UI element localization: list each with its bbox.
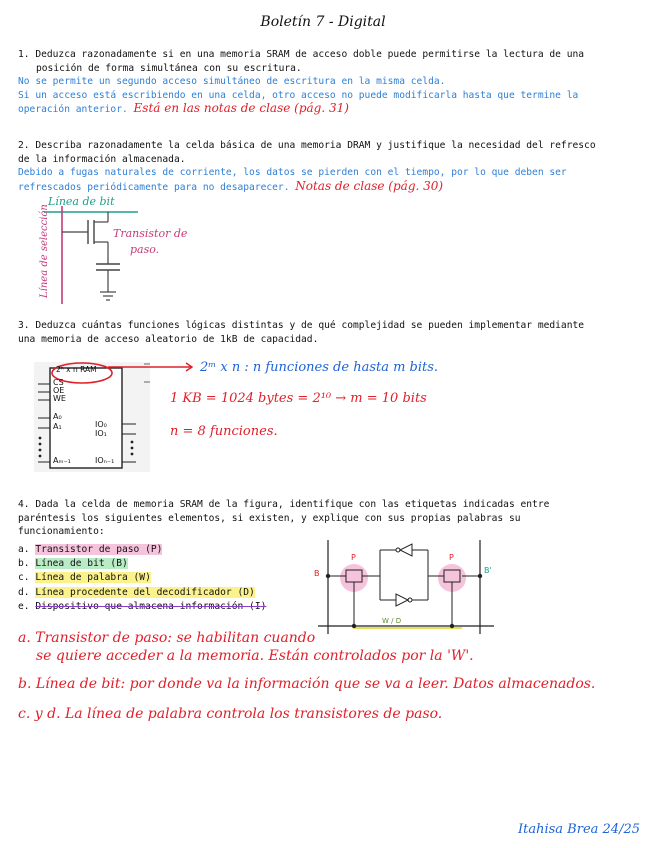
list-item: b. Línea de bit (B) (18, 558, 128, 570)
pin-a1: A₁ (53, 422, 62, 431)
pin-cs: CS (53, 378, 64, 387)
list-item: c. Línea de palabra (W) (18, 572, 151, 584)
page-title: Boletín 7 - Digital (260, 14, 386, 30)
list-item: a. Transistor de paso (P) (18, 544, 163, 555)
pin-a0: A₀ (53, 412, 62, 421)
q4-answer-a-line1: a. Transistor de paso: se habilitan cuando (18, 630, 316, 646)
sram-wd-label: W / D (382, 617, 402, 625)
q4-text-line3: funcionamiento: (18, 526, 105, 537)
pin-we: WE (53, 394, 66, 403)
sram-cell-diagram (312, 538, 502, 638)
sram-b-right: B' (484, 566, 492, 575)
select-line-label: Línea de selección (39, 204, 50, 298)
sram-b-left: B (314, 569, 320, 578)
q2-answer-line2-row (18, 180, 628, 195)
list-item: e. Dispositivo que almacena información (I) (18, 600, 267, 612)
q3-hand-line1: 2ᵐ x n : n funciones de hasta m bits. (200, 360, 439, 375)
question-1 (18, 48, 628, 117)
q4-text-line2: paréntesis los siguientes elementos, si existen, y explique con sus propias palabras su (18, 512, 521, 524)
q4-item-list (18, 543, 266, 614)
q4-text-line1: 4. Dada la celda de memoria SRAM de la figura, identifique con las etiquetas indicadas entre (18, 499, 550, 510)
q1-answer-line2: Si un acceso está escribiendo en una celda, otro acceso no puede modificarla hasta que termine la (18, 89, 579, 101)
chip-title: 2ⁿ x n RAM (56, 365, 97, 374)
sram-p-left: P (351, 553, 356, 562)
q1-text-line2: posición de forma simultánea con su escritura. (36, 62, 302, 74)
q1-handwritten-note: Está en las notas de clase (pág. 31) (133, 101, 349, 115)
q2-handwritten-note: Notas de clase (pág. 30) (295, 178, 444, 193)
pin-oe: OE (53, 386, 65, 395)
q2-answer-line2: refrescados periódicamente para no desaparecer. (18, 181, 290, 193)
question-2 (18, 139, 628, 194)
list-item: d. Línea procedente del decodificador (D) (18, 586, 255, 598)
q2-text-line2: de la información almacenada. (18, 153, 186, 165)
q1-answer-line3-row (18, 102, 628, 117)
q2-text-line1: 2. Describa razonadamente la celda básica de una memoria DRAM y justifique la necesidad del refresco (18, 140, 596, 151)
sram-p-right: P (449, 553, 454, 562)
transistor-label-2: paso. (130, 243, 160, 256)
q3-text-line1: 3. Deduzca cuántas funciones lógicas distintas y de qué complejidad se pueden implementar mediante (18, 320, 585, 331)
question-3 (18, 319, 628, 346)
pin-io1: IO₁ (95, 429, 107, 438)
q4-answer-a-line2: se quiere acceder a la memoria. Están controlados por la 'W'. (36, 648, 474, 664)
question-4 (18, 498, 628, 539)
transistor-label-1: Transistor de (113, 227, 188, 240)
pin-ion1: IOₙ₋₁ (95, 456, 115, 465)
q3-hand-line2: 1 KB = 1024 bytes = 2¹⁰ → m = 10 bits (170, 391, 427, 406)
signature: Itahisa Brea 24/25 (517, 822, 640, 837)
q1-answer-line1: No se permite un segundo acceso simultáneo de escritura en la misma celda. (18, 76, 446, 87)
chip-arrow (108, 360, 198, 374)
ram-chip-diagram (34, 362, 154, 474)
pin-am1: Aₘ₋₁ (53, 456, 71, 465)
chip-pins-right (95, 420, 114, 465)
chip-pins-left (53, 379, 71, 465)
pin-io0: IO₀ (95, 420, 107, 429)
q2-answer-line1: Debido a fugas naturales de corriente, los datos se pierden con el tiempo, por lo que deben ser (18, 167, 567, 178)
q4-answer-b: b. Línea de bit: por donde va la información que se va a leer. Datos almacenados. (18, 676, 596, 692)
q3-hand-line3: n = 8 funciones. (170, 424, 278, 439)
q1-answer-line3: operación anterior. (18, 104, 128, 115)
q4-answer-cd: c. y d. La línea de palabra controla los transistores de paso. (18, 706, 443, 722)
q1-text-line1: 1. Deduzca razonadamente si en una memoria SRAM de acceso doble puede permitirse la lectura de una (18, 49, 585, 60)
q3-text-line2: una memoria de acceso aleatorio de 1kB de capacidad. (18, 333, 319, 345)
bit-line-label: Línea de bit (48, 195, 115, 208)
